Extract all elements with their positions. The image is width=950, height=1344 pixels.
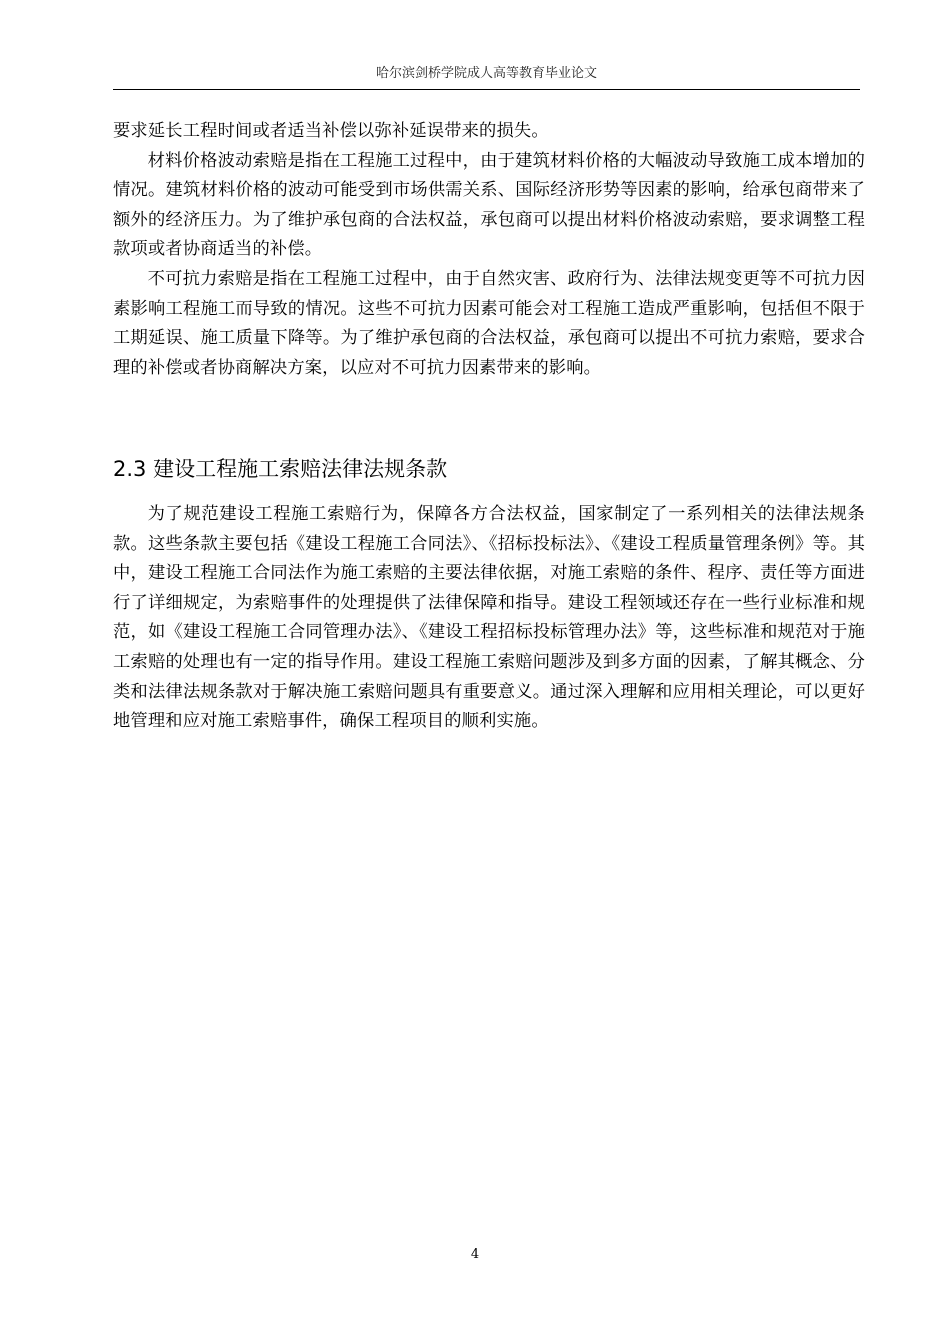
body-text-block: [113, 500, 865, 737]
paragraph-material-price-claim: 材料价格波动索赔是指在工程施工过程中，由于建筑材料价格的大幅波动导致施工成本增加的情况。建筑材料价格的波动可能受到市场供需关系、国际经济形势等因素的影响，给承包商带来了额外的经济压力。为了维护承包商的合法权益，承包商可以提出材料价格波动索赔，要求调整工程款项或者协商适当的补偿。: [113, 150, 865, 260]
page-number: 4: [470, 1247, 480, 1262]
section-heading: 2.3 建设工程施工索赔法律法规条款: [113, 457, 448, 481]
paragraph-legal-provisions: 为了规范建设工程施工索赔行为，保障各方合法权益，国家制定了一系列相关的法律法规条款。这些条款主要包括《建设工程施工合同法》、《招标投标法》、《建设工程质量管理条例》等。其中，建设工程施工合同法作为施工索赔的主要法律依据，对施工索赔的条件、程序、责任等方面进行了详细规定，为索赔事件的处理提供了法律保障和指导。建设工程领域还存在一些行业标准和规范，如《建设工程施工合同管理办法》、《建设工程招标投标管理办法》等，这些标准和规范对于施工索赔的处理也有一定的指导作用。建设工程施工索赔问题涉及到多方面的因素，了解其概念、分类和法律法规条款对于解决施工索赔问题具有重要意义。通过深入理解和应用相关理论，可以更好地管理和应对施工索赔事件，确保工程项目的顺利实施。: [113, 504, 865, 732]
header-divider: [113, 89, 860, 90]
body-text-block: [113, 117, 865, 383]
paragraph-force-majeure-claim: 不可抗力索赔是指在工程施工过程中，由于自然灾害、政府行为、法律法规变更等不可抗力因素影响工程施工而导致的情况。这些不可抗力因素可能会对工程施工造成严重影响，包括但不限于工期延误、施工质量下降等。为了维护承包商的合法权益，承包商可以提出不可抗力索赔，要求合理的补偿或者协商解决方案，以应对不可抗力因素带来的影响。: [113, 268, 865, 378]
paragraph-continuation: 要求延长工程时间或者适当补偿以弥补延误带来的损失。: [113, 121, 549, 141]
page-header: 哈尔滨剑桥学院成人高等教育毕业论文: [375, 66, 597, 81]
